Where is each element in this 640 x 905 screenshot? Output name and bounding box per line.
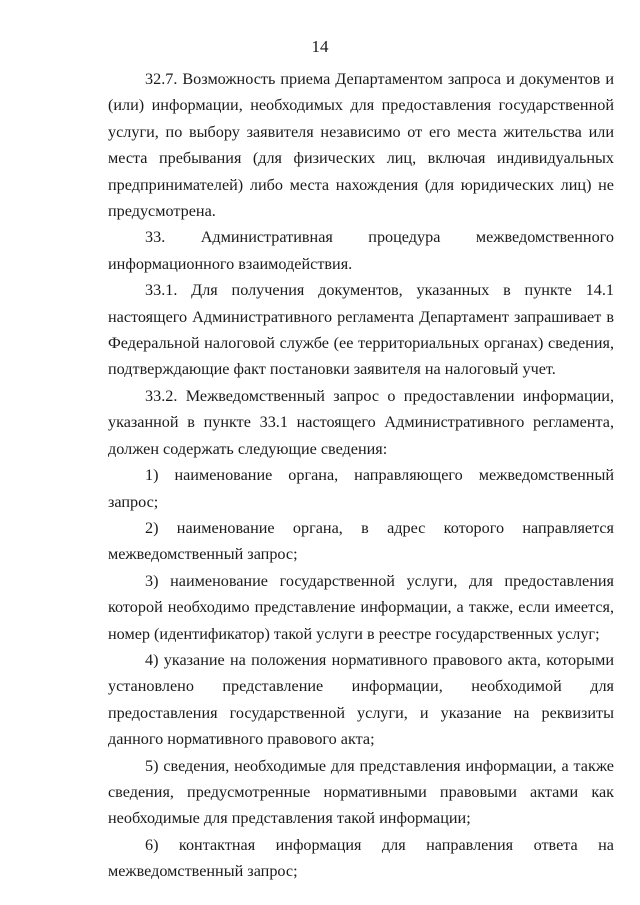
list-item-5: 5) сведения, необходимые для представления информации, а также сведения, предусмотренные нормативными правовыми актами как необходимые для представления такой информации; bbox=[108, 756, 614, 828]
paragraph-33-1: 33.1. Для получения документов, указанных в пункте 14.1 настоящего Административного регламента Департамент запрашивает в Федеральной налоговой службе (ее территориальных органах) сведения, подтверждающие факт постановки заявителя на налоговый учет. bbox=[108, 281, 614, 379]
paragraph-33: 33. Административная процедура межведомственного информационного взаимодействия. bbox=[108, 228, 614, 273]
document-body bbox=[108, 66, 614, 885]
page-number: 14 bbox=[311, 37, 329, 56]
list-item-2: 2) наименование органа, в адрес которого направляется межведомственный запрос; bbox=[108, 518, 614, 564]
list-item-4: 4) указание на положения нормативного правового акта, которыми установлено представление информации, необходимой для предоставления государственной услуги, и указание на реквизиты данного нормативного правового акта; bbox=[108, 650, 614, 749]
list-item-3: 3) наименование государственной услуги, для предоставления которой необходимо представление информации, а также, если имеется, номер (идентификатор) такой услуги в реестре государственных услуг; bbox=[108, 571, 614, 643]
list-item-6: 6) контактная информация для направления ответа на межведомственный запрос; bbox=[108, 835, 614, 881]
list-item-1: 1) наименование органа, направляющего межведомственный запрос; bbox=[108, 466, 614, 511]
paragraph-32-7: 32.7. Возможность приема Департаментом запроса и документов и (или) информации, необходимых для предоставления государственной услуги, по выбору заявителя независимо от его места жительства или места пребывания (для физических лиц, включая индивидуальных предпринимателей) либо места нахождения (для юридических лиц) не предусмотрена. bbox=[108, 70, 614, 221]
paragraph-33-2: 33.2. Межведомственный запрос о предоставлении информации, указанной в пункте 33.1 настоящего Административного регламента, должен содержать следующие сведения: bbox=[108, 386, 614, 458]
